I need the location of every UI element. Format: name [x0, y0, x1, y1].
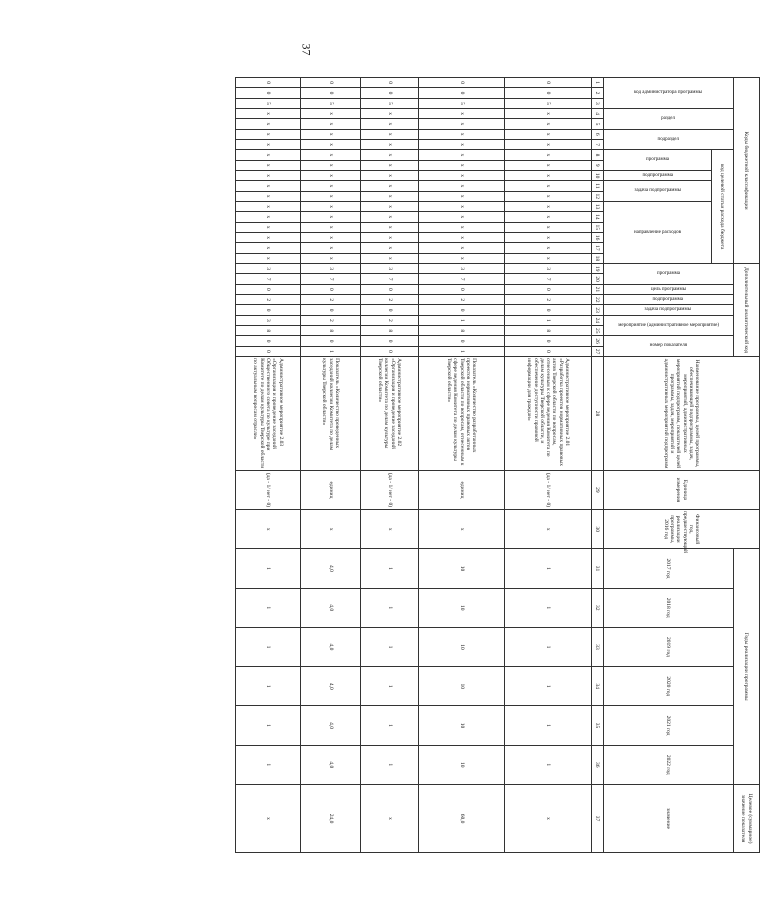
code-digit: x: [300, 139, 360, 149]
year-header-2021: 2021 год: [603, 706, 733, 745]
code-digit: x: [418, 160, 505, 170]
row-name: Показатель «Количество проведенных заседаний коллегии Комитета по делам культуры Тверской области»: [300, 357, 360, 471]
code-digit: x: [361, 170, 419, 180]
code-digit: 7: [505, 274, 592, 284]
code-digit: 0: [300, 336, 360, 346]
code-digit: 5: [418, 98, 505, 108]
code-digit: x: [300, 191, 360, 201]
row-fin-year: x: [236, 510, 301, 549]
code-digit: x: [236, 212, 301, 222]
table-row: [361, 78, 419, 853]
add-col-subprogram-text: подпрограмма: [652, 296, 684, 302]
row-year-value: 10: [418, 745, 505, 784]
add-col-task: [603, 305, 733, 315]
code-digit: x: [236, 243, 301, 253]
code-digit: x: [236, 191, 301, 201]
code-digit: 5: [505, 98, 592, 108]
row-name: Административное мероприятие 2.02 «Организация и проведение заседаний коллегии Комитета по делам культуры Тверской области»: [361, 357, 419, 471]
code-digit: x: [236, 119, 301, 129]
code-digit: x: [418, 181, 505, 191]
row-year-value: 4,0: [300, 745, 360, 784]
bk-col-direction-text: направление расходов: [633, 229, 681, 235]
document-table-rotated: [235, 77, 760, 852]
code-digit: x: [505, 170, 592, 180]
code-digit: x: [300, 129, 360, 139]
code-digit: x: [361, 139, 419, 149]
code-digit: x: [300, 181, 360, 191]
row-year-value: 4,0: [300, 588, 360, 627]
code-digit: x: [300, 119, 360, 129]
code-digit: 2: [505, 295, 592, 305]
table-row: [236, 78, 301, 853]
row-year-value: 10: [418, 627, 505, 666]
col-number-26: 26: [591, 336, 603, 346]
add-col-indicator-text: номер показателя: [649, 343, 687, 349]
col-number-11: 11: [591, 181, 603, 191]
bk-col-admin-text: код администратора программы: [634, 90, 703, 96]
col-number-13: 13: [591, 201, 603, 211]
code-digit: 0: [236, 88, 301, 98]
col-number-17: 17: [591, 243, 603, 253]
table-row: [418, 78, 505, 853]
additional-code-header: Дополнительный аналитический код: [733, 264, 759, 357]
code-digit: x: [505, 243, 592, 253]
row-year-value: 1: [505, 667, 592, 706]
code-digit: 2: [236, 295, 301, 305]
year-header-2019: 2019 год: [603, 627, 733, 666]
bk-col-program: [603, 150, 711, 171]
row-year-value: 1: [236, 745, 301, 784]
row-year-value: 1: [236, 549, 301, 588]
col-number-29: 29: [591, 470, 603, 509]
code-digit: x: [505, 150, 592, 160]
col-number-35: 35: [591, 706, 603, 745]
row-year-value: 4,0: [300, 549, 360, 588]
code-digit: x: [418, 212, 505, 222]
col-number-14: 14: [591, 212, 603, 222]
code-digit: x: [236, 222, 301, 232]
row-year-value: 1: [236, 706, 301, 745]
years-group-header: Годы реализации программы: [733, 549, 759, 785]
row-year-value: 1: [505, 588, 592, 627]
code-digit: 0: [236, 305, 301, 315]
code-digit: x: [505, 139, 592, 149]
code-digit: 2: [361, 295, 419, 305]
row-name: Показатель «Количество разработанных проектов нормативных правовых актов Тверской области по вопросам, отнесенным к сфере ведения Комитета по делам культуры Тверской области»: [418, 357, 505, 471]
code-digit: 8: [418, 326, 505, 336]
code-digit: 0: [505, 336, 592, 346]
col-number-3: 3: [591, 98, 603, 108]
code-digit: 7: [418, 274, 505, 284]
code-digit: 0: [300, 284, 360, 294]
col-number-12: 12: [591, 191, 603, 201]
code-digit: x: [361, 212, 419, 222]
unit-column-header: Единица измерения: [603, 470, 759, 509]
code-digit: x: [300, 201, 360, 211]
row-unit: единиц: [300, 470, 360, 509]
add-col-goal: [603, 284, 733, 294]
col-number-6: 6: [591, 129, 603, 139]
row-year-value: 1: [505, 627, 592, 666]
row-target-value: x: [236, 784, 301, 852]
code-digit: 7: [361, 274, 419, 284]
code-digit: 0: [361, 305, 419, 315]
code-digit: x: [361, 160, 419, 170]
add-col-goal-text: цель программы: [650, 286, 686, 292]
code-digit: x: [300, 108, 360, 118]
code-digit: x: [300, 170, 360, 180]
col-number-20: 20: [591, 274, 603, 284]
target-group-header: Целевое (суммарное) значение показателя: [733, 784, 759, 852]
value-header: значение: [603, 784, 733, 852]
code-digit: x: [236, 201, 301, 211]
code-digit: x: [505, 160, 592, 170]
code-digit: 0: [361, 78, 419, 88]
code-digit: 3: [361, 264, 419, 274]
row-year-value: 1: [505, 549, 592, 588]
code-digit: x: [236, 160, 301, 170]
col-number-21: 21: [591, 284, 603, 294]
code-digit: x: [505, 201, 592, 211]
code-digit: x: [236, 139, 301, 149]
code-digit: x: [361, 150, 419, 160]
col-number-27: 27: [591, 346, 603, 356]
row-fin-year: x: [418, 510, 505, 549]
code-digit: 2: [361, 315, 419, 325]
code-digit: 0: [505, 346, 592, 356]
row-year-value: 1: [361, 549, 419, 588]
row-year-value: 1: [361, 627, 419, 666]
bk-col-admin: [603, 78, 733, 109]
code-digit: x: [300, 253, 360, 264]
code-digit: 1: [418, 346, 505, 356]
code-digit: x: [361, 129, 419, 139]
add-col-subprogram: [603, 295, 733, 305]
add-col-program: [603, 264, 733, 285]
code-digit: 0: [300, 88, 360, 98]
code-digit: x: [361, 243, 419, 253]
code-digit: x: [418, 191, 505, 201]
code-digit: x: [300, 150, 360, 160]
code-digit: 0: [505, 88, 592, 98]
code-digit: 0: [361, 336, 419, 346]
code-digit: x: [361, 191, 419, 201]
code-digit: x: [418, 150, 505, 160]
code-digit: x: [505, 108, 592, 118]
bk-col-subprogram-text: подпрограмма: [642, 172, 673, 178]
col-number-30: 30: [591, 510, 603, 549]
bk-col-section-text: раздел: [661, 115, 676, 121]
code-digit: 3: [236, 315, 301, 325]
bk-col-section: [603, 108, 733, 129]
code-digit: x: [418, 129, 505, 139]
col-number-18: 18: [591, 253, 603, 264]
year-header-2020: 2020 год: [603, 667, 733, 706]
code-digit: x: [418, 119, 505, 129]
code-digit: 0: [418, 336, 505, 346]
code-digit: x: [361, 253, 419, 264]
code-digit: 0: [361, 88, 419, 98]
add-col-activity: [603, 315, 733, 336]
code-digit: x: [300, 232, 360, 242]
code-digit: 0: [361, 284, 419, 294]
row-year-value: 1: [361, 667, 419, 706]
target-article-header: код целевой статьи расхода бюджета: [711, 150, 733, 264]
code-digit: x: [300, 212, 360, 222]
name-column-header: Наименование программы, целей программы, обеспечивающей подпрограммы, задач, мероприятий, административных мероприятий подпрограмм, показателей целей программы, задач, мероприятий и административных мероприятий подпрограмм: [603, 357, 759, 471]
bk-col-subsection-text: подраздел: [657, 136, 679, 142]
code-digit: 1: [300, 346, 360, 356]
col-number-24: 24: [591, 315, 603, 325]
year-header-2017: 2017 год: [603, 549, 733, 588]
code-digit: x: [236, 108, 301, 118]
code-digit: x: [361, 222, 419, 232]
row-year-value: 1: [236, 667, 301, 706]
col-number-22: 22: [591, 295, 603, 305]
code-digit: x: [361, 232, 419, 242]
col-number-7: 7: [591, 139, 603, 149]
col-number-4: 4: [591, 108, 603, 118]
bk-col-task-text: задача подпрограммы: [634, 188, 681, 194]
code-digit: 0: [300, 305, 360, 315]
code-digit: 0: [418, 78, 505, 88]
code-digit: x: [505, 212, 592, 222]
col-number-37: 37: [591, 784, 603, 852]
row-year-value: 1: [505, 745, 592, 784]
code-digit: x: [300, 160, 360, 170]
code-digit: 8: [300, 326, 360, 336]
bk-col-task: [603, 181, 711, 202]
col-number-1: 1: [591, 78, 603, 88]
code-digit: 0: [418, 88, 505, 98]
code-digit: 0: [236, 346, 301, 356]
code-digit: x: [361, 108, 419, 118]
financial-year-header: Финансовый год, предшествующий реализации программы, 2016 год: [603, 510, 759, 549]
code-digit: 0: [418, 305, 505, 315]
code-digit: x: [505, 222, 592, 232]
code-digit: 5: [300, 98, 360, 108]
add-col-indicator: [603, 336, 733, 357]
year-header-2018: 2018 год: [603, 588, 733, 627]
code-digit: 0: [418, 284, 505, 294]
row-year-value: 1: [505, 706, 592, 745]
col-number-8: 8: [591, 150, 603, 160]
code-digit: 8: [505, 326, 592, 336]
row-target-value: x: [361, 784, 419, 852]
row-year-value: 10: [418, 549, 505, 588]
code-digit: x: [418, 232, 505, 242]
code-digit: 8: [236, 326, 301, 336]
code-digit: 7: [300, 274, 360, 284]
code-digit: x: [418, 243, 505, 253]
add-col-program-text: программа: [656, 271, 680, 277]
row-target-value: 24,0: [300, 784, 360, 852]
row-unit: (да - 1/ нет - 0): [236, 470, 301, 509]
col-number-31: 31: [591, 549, 603, 588]
row-year-value: 4,0: [300, 706, 360, 745]
code-digit: x: [361, 201, 419, 211]
row-unit: (да - 1/ нет - 0): [505, 470, 592, 509]
year-header-2022: 2022 год: [603, 745, 733, 784]
code-digit: 5: [361, 98, 419, 108]
code-digit: x: [418, 201, 505, 211]
code-digit: 0: [236, 78, 301, 88]
code-digit: x: [505, 181, 592, 191]
code-digit: x: [236, 150, 301, 160]
row-fin-year: x: [361, 510, 419, 549]
program-table: [235, 77, 760, 853]
code-digit: 3: [505, 264, 592, 274]
code-digit: x: [300, 243, 360, 253]
code-digit: x: [505, 129, 592, 139]
code-digit: 1: [505, 315, 592, 325]
code-digit: 0: [236, 336, 301, 346]
col-number-32: 32: [591, 588, 603, 627]
bk-col-direction: [603, 201, 711, 263]
row-year-value: 10: [418, 588, 505, 627]
code-digit: x: [418, 139, 505, 149]
table-row: [505, 78, 592, 853]
col-number-28: 28: [591, 357, 603, 471]
row-unit: единиц: [418, 470, 505, 509]
code-digit: x: [418, 222, 505, 232]
row-year-value: 4,0: [300, 627, 360, 666]
code-digit: x: [505, 191, 592, 201]
bk-col-subsection: [603, 129, 733, 150]
code-digit: x: [505, 232, 592, 242]
code-digit: x: [418, 170, 505, 180]
row-year-value: 10: [418, 667, 505, 706]
col-number-25: 25: [591, 326, 603, 336]
code-digit: x: [236, 181, 301, 191]
row-year-value: 1: [236, 588, 301, 627]
row-year-value: 4,0: [300, 667, 360, 706]
col-number-2: 2: [591, 88, 603, 98]
row-fin-year: x: [300, 510, 360, 549]
row-year-value: 10: [418, 706, 505, 745]
code-digit: 1: [418, 315, 505, 325]
code-digit: x: [236, 232, 301, 242]
col-number-15: 15: [591, 222, 603, 232]
row-target-value: 60,0: [418, 784, 505, 852]
code-digit: 8: [361, 326, 419, 336]
code-digit: x: [236, 170, 301, 180]
row-year-value: 1: [361, 745, 419, 784]
code-digit: x: [300, 222, 360, 232]
code-digit: x: [236, 253, 301, 264]
code-digit: x: [418, 108, 505, 118]
code-digit: x: [505, 253, 592, 264]
row-year-value: 1: [361, 706, 419, 745]
col-number-19: 19: [591, 264, 603, 274]
page-number: 37: [299, 43, 314, 56]
bk-group-header: Коды бюджетной классификации: [733, 78, 759, 264]
code-digit: 2: [300, 295, 360, 305]
add-col-activity-text: мероприятие (административное мероприятие): [617, 322, 719, 328]
code-digit: 3: [236, 264, 301, 274]
col-number-10: 10: [591, 170, 603, 180]
row-target-value: x: [505, 784, 592, 852]
code-digit: 2: [300, 315, 360, 325]
row-name: Административное мероприятие 2.01 «Разработка проектов нормативных правовых актов Тверской области по вопросам, отнесенным к сфере ведения Комитета по делам культуры Тверской области, и обеспечение доступности правовой информации для граждан»: [505, 357, 592, 471]
col-number-9: 9: [591, 160, 603, 170]
code-digit: x: [418, 253, 505, 264]
table-row: [300, 78, 360, 853]
col-number-36: 36: [591, 745, 603, 784]
col-number-5: 5: [591, 119, 603, 129]
code-digit: x: [361, 181, 419, 191]
col-number-34: 34: [591, 667, 603, 706]
row-name: Административное мероприятие 2.03 «Организация и проведение заседаний Общественного совета по культуре при Комитете по делам культуры Тверской области по актуальным вопросам отрасли»: [236, 357, 301, 471]
code-digit: 3: [300, 264, 360, 274]
code-digit: 0: [505, 305, 592, 315]
code-digit: 0: [236, 284, 301, 294]
row-unit: (да - 1/ нет - 0): [361, 470, 419, 509]
code-digit: 0: [505, 284, 592, 294]
row-fin-year: x: [505, 510, 592, 549]
bk-col-subprogram: [603, 170, 711, 180]
code-digit: 3: [418, 264, 505, 274]
code-digit: x: [236, 129, 301, 139]
code-digit: 0: [300, 78, 360, 88]
code-digit: 7: [236, 274, 301, 284]
code-digit: 5: [236, 98, 301, 108]
add-col-task-text: задача подпрограммы: [644, 307, 692, 313]
code-digit: 0: [505, 78, 592, 88]
code-digit: 0: [361, 346, 419, 356]
col-number-33: 33: [591, 627, 603, 666]
row-year-value: 1: [236, 627, 301, 666]
code-digit: x: [505, 119, 592, 129]
code-digit: 2: [418, 295, 505, 305]
bk-col-program-text: программа: [645, 157, 669, 163]
row-year-value: 1: [361, 588, 419, 627]
code-digit: x: [361, 119, 419, 129]
col-number-16: 16: [591, 232, 603, 242]
col-number-23: 23: [591, 305, 603, 315]
